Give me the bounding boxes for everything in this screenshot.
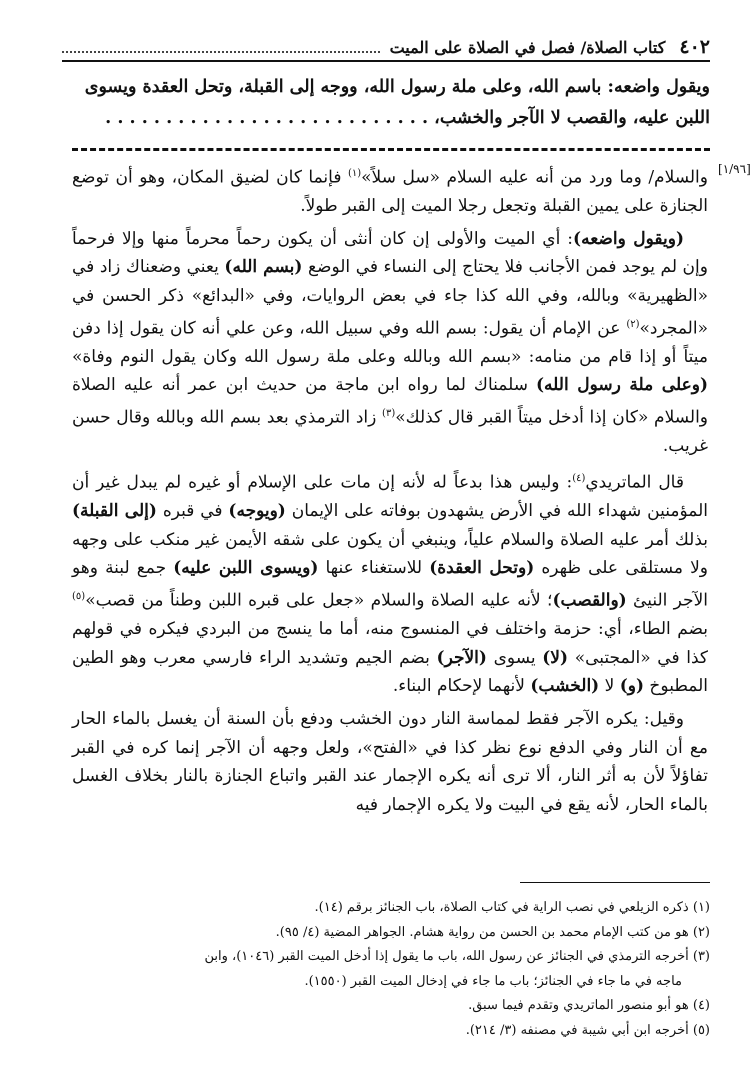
matn-quote: (ويسوى اللبن عليه) [173, 558, 319, 579]
paragraph-4: وقيل: يكره الآجر فقط لمماسة النار دون الخشب ودفع بأن السنة أن يغسل بالماء الحار مع أن النار وفي الدفع نوع نظر كذا في «الفتح»، ولعل وجهه أن الآجر إنما كره في القبر تفاؤلاً لأن به أثر النار، ألا ترى أنه يكره الإجمار عند القبر واتباع الجنازة بالنار بخلاف الغسل بالماء الحار، لأنه يقع في البيت ولا يكره الإجمار فيه [72, 708, 708, 815]
matn-line-1: ويقول واضعه: باسم الله، وعلى ملة رسول الله، ووجه إلى القبلة، وتحل العقدة ويسوى [84, 77, 710, 97]
page-header [62, 34, 710, 62]
footnote-1: (١) ذكره الزيلعي في نصب الراية في كتاب الصلاة، باب الجنائز برقم (١٤). [314, 900, 710, 915]
dashed-separator [72, 148, 710, 151]
footnote-2: (٢) هو من كتب الإمام محمد بن الحسن من رواية هشام. الجواهر المضية (٤/ ٩٥). [275, 924, 710, 940]
text-run: بذلك أمر عليه الصلاة والسلام علياً، وينبغي أن يكون على شقه الأيمن غير منكب على وجهه ولا مستلقى على ظهره [72, 529, 709, 579]
text-run: يسوى [486, 647, 543, 668]
matn-quote: (وتحل العقدة) [429, 558, 535, 579]
matn-quote: (ويقول واضعه) [573, 228, 684, 249]
text-run: في قبره [156, 501, 229, 522]
text-run: : أي الميت والأولى إن كان أنثى أن يكون رحماً محرماً منها وإلا فرحماً وإن لم يوجد فمن الأجانب فلا يحتاج إلى النساء في الوضع [72, 228, 708, 278]
footnote-ref: (٣) [382, 408, 396, 420]
matn-quote: (إلى القبلة) [72, 501, 157, 522]
text-run: للاستغناء عنها [318, 558, 430, 579]
text-run: يعني وضعناك زاد في «الظهيرية» وبالله، وفي الله كذا جاء في بعض الروايات، وفي «البدائع» ذكر الحسن في «المجرد» [72, 257, 708, 339]
text-run: بضم الطاء، أي: حزمة واختلف في المنسوج منه، أما ما ينسج من البردي فيكره في قولهم كذا في «المجتبى» [72, 619, 709, 668]
paragraph-1 [72, 160, 708, 221]
matn-quote: (وعلى ملة رسول الله) [536, 375, 709, 396]
paragraph-2 [72, 225, 708, 461]
matn-quote: (لا) [542, 647, 569, 668]
matn-quote: (بسم الله) [224, 257, 303, 278]
text-run: لأنهما لإحكام البناء. [392, 676, 531, 697]
text-run: عن الإمام أن يقول: بسم الله وفي سبيل الله، وعن علي أنه كان يقول إذا دفن ميتاً أو إذا قام من منامه: «بسم الله وبالله وعلى ملة رسول الله وكان يقول النوم وفاة» [72, 318, 708, 367]
footnote-ref: (٥) [72, 590, 86, 602]
matn-quote: (ويوجه) [228, 501, 286, 522]
footnotes [72, 896, 710, 1043]
footnote-3-continued: ماجه في ما جاء في الجنائز؛ باب ما جاء في إدخال الميت القبر (١٥٥٠). [304, 973, 682, 989]
page-number: ٤٠٢ [679, 36, 710, 58]
header-dotted-leader [62, 41, 380, 53]
running-title: كتاب الصلاة/ فصل في الصلاة على الميت [389, 37, 666, 57]
matn-line-2: اللبن عليه، والقصب لا الآجر والخشب، . . . . . . . . . . . . . . . . . . . . . . . . . . . [105, 108, 710, 128]
footnote-3: (٣) أخرجه الترمذي في الجنائز عن رسول الله، باب ما يقول إذا أدخل الميت القبر (١٠٤٦)، وابن [204, 949, 710, 964]
footnote-ref: (٢) [626, 318, 640, 330]
text-run: ؛ لأنه عليه الصلاة والسلام «جعل على قبره اللبن وطناً من قصب» [85, 590, 553, 611]
footnote-rule [520, 882, 710, 883]
text-run: : وليس هذا بدعاً له لأنه إن مات على الإسلام أو غيره لم يبدل غير أن المؤمنين شهداء الله في الأرض يشهدون بوفاته على الإيمان [72, 472, 708, 522]
text-run: والسلام/ وما ورد من أنه عليه السلام «سل سلاً» [361, 167, 708, 188]
matn-quote: (الخشب) [530, 676, 600, 697]
matn-quote: (و) [619, 676, 645, 697]
text-run: سلمناك لما رواه ابن ماجة من حديث ابن عمر أنه عليه الصلاة والسلام «كان إذا أدخل ميتاً القبر قال كذلك» [72, 375, 709, 428]
matn-text [72, 72, 710, 134]
matn-quote: (والقصب) [552, 590, 627, 611]
footnote-ref: (١) [347, 168, 362, 179]
text-run: فإنما كان لضيق المكان، وهو أن توضع الجنازة على يمين القبلة وتجعل رجلا الميت إلى القبر طولاً. [72, 167, 708, 217]
text-run: لا [599, 676, 620, 697]
paragraph-3 [72, 465, 708, 701]
footnote-ref: (٤) [572, 472, 586, 484]
commentary-body [72, 160, 708, 823]
footnote-5: (٥) أخرجه ابن أبي شيبة في مصنفه (٣/ ٢١٤). [465, 1022, 710, 1038]
text-run: زاد الترمذي بعد بسم الله وبالله وقال حسن غريب. [72, 407, 708, 457]
text-run: قال الماتريدي [585, 472, 684, 493]
footnote-4: (٤) هو أبو منصور الماتريدي وتقدم فيما سبق. [468, 998, 710, 1013]
margin-manuscript-reference: [١/٩٦] [718, 162, 751, 176]
text-run: جمع لبنة وهو الآجر النيئ [72, 558, 708, 611]
text-run: بضم الجيم وتشديد الراء فارسي معرب وهو الطين المطبوخ [72, 647, 708, 697]
matn-quote: (الآجر) [436, 647, 487, 668]
